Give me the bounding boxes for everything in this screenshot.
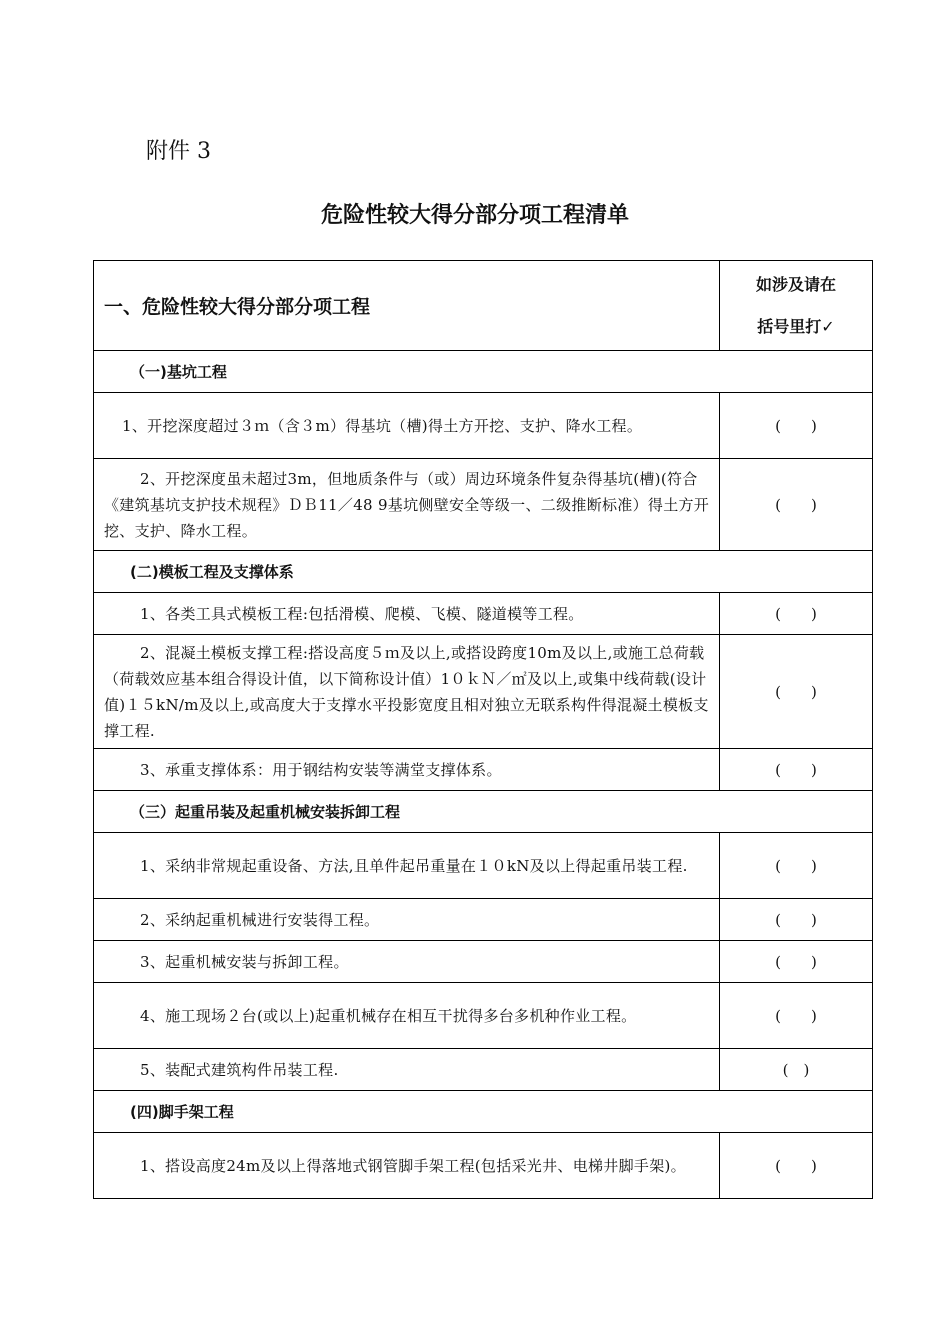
item-row <box>94 593 873 635</box>
item-text: 5、装配式建筑构件吊装工程. <box>94 1049 720 1091</box>
check-box[interactable]: ( ) <box>720 459 873 551</box>
item-row <box>94 941 873 983</box>
main-heading: 一、危险性较大得分部分项工程 <box>94 261 720 351</box>
check-box[interactable]: ( ) <box>720 635 873 749</box>
section-title: （三）起重吊装及起重机械安装拆卸工程 <box>94 791 873 833</box>
check-box[interactable]: ( ) <box>720 833 873 899</box>
item-text: 3、起重机械安装与拆卸工程。 <box>94 941 720 983</box>
item-text: 1、开挖深度超过３ｍ（含３m）得基坑（槽)得土方开挖、支护、降水工程。 <box>94 393 720 459</box>
check-heading-line2: 括号里打✓ <box>757 316 835 336</box>
item-text: 1、采纳非常规起重设备、方法,且单件起吊重量在１０kN及以上得起重吊装工程. <box>94 833 720 899</box>
check-box[interactable]: ( ) <box>720 983 873 1049</box>
item-text: 3、承重支撑体系：用于钢结构安装等满堂支撑体系。 <box>94 749 720 791</box>
item-row <box>94 833 873 899</box>
item-row <box>94 635 873 749</box>
item-row <box>94 899 873 941</box>
project-list-table <box>93 260 873 1199</box>
attachment-label: 附件 3 <box>146 139 211 164</box>
check-box[interactable]: ( ) <box>720 393 873 459</box>
check-box[interactable]: ( ) <box>720 593 873 635</box>
section-row <box>94 551 873 593</box>
item-text: 4、施工现场２台(或以上)起重机械存在相互干扰得多台多机种作业工程。 <box>94 983 720 1049</box>
check-heading-line1: 如涉及请在 <box>755 274 836 294</box>
item-text: 2、采纳起重机械进行安装得工程。 <box>94 899 720 941</box>
document-title: 危险性较大得分部分项工程清单 <box>320 203 629 228</box>
section-title: （一)基坑工程 <box>94 351 873 393</box>
check-box[interactable]: ( ) <box>720 1049 873 1091</box>
item-text: 1、各类工具式模板工程:包括滑模、爬模、飞模、隧道模等工程。 <box>94 593 720 635</box>
item-row <box>94 983 873 1049</box>
table-header-row <box>94 261 873 351</box>
item-text: 2、开挖深度虽未超过3m，但地质条件与（或）周边环境条件复杂得基坑(槽)(符合《建筑基坑支护技术规程》ＤＢ11／48 9基坑侧壁安全等级一、二级推断标准）得土方开挖、支护、降水工程。 <box>94 459 720 551</box>
item-row <box>94 393 873 459</box>
check-box[interactable]: ( ) <box>720 941 873 983</box>
check-box[interactable]: ( ) <box>720 1133 873 1199</box>
item-row <box>94 459 873 551</box>
item-text: 1、搭设高度24m及以上得落地式钢管脚手架工程(包括采光井、电梯井脚手架)。 <box>94 1133 720 1199</box>
section-title: (四)脚手架工程 <box>94 1091 873 1133</box>
check-box[interactable]: ( ) <box>720 749 873 791</box>
item-text: 2、混凝土模板支撑工程:搭设高度５ｍ及以上,或搭设跨度10m及以上,或施工总荷载（荷载效应基本组合得设计值，以下简称设计值）1０ｋＮ／㎡及以上,或集中线荷载(设计值)１５kN/m及以上,或高度大于支撑水平投影宽度且相对独立无联系构件得混凝土模板支撑工程. <box>94 635 720 749</box>
section-row <box>94 351 873 393</box>
item-row <box>94 749 873 791</box>
section-title: (二)模板工程及支撑体系 <box>94 551 873 593</box>
section-row <box>94 791 873 833</box>
check-box[interactable]: ( ) <box>720 899 873 941</box>
check-heading <box>720 261 873 351</box>
item-row <box>94 1049 873 1091</box>
item-row <box>94 1133 873 1199</box>
section-row <box>94 1091 873 1133</box>
